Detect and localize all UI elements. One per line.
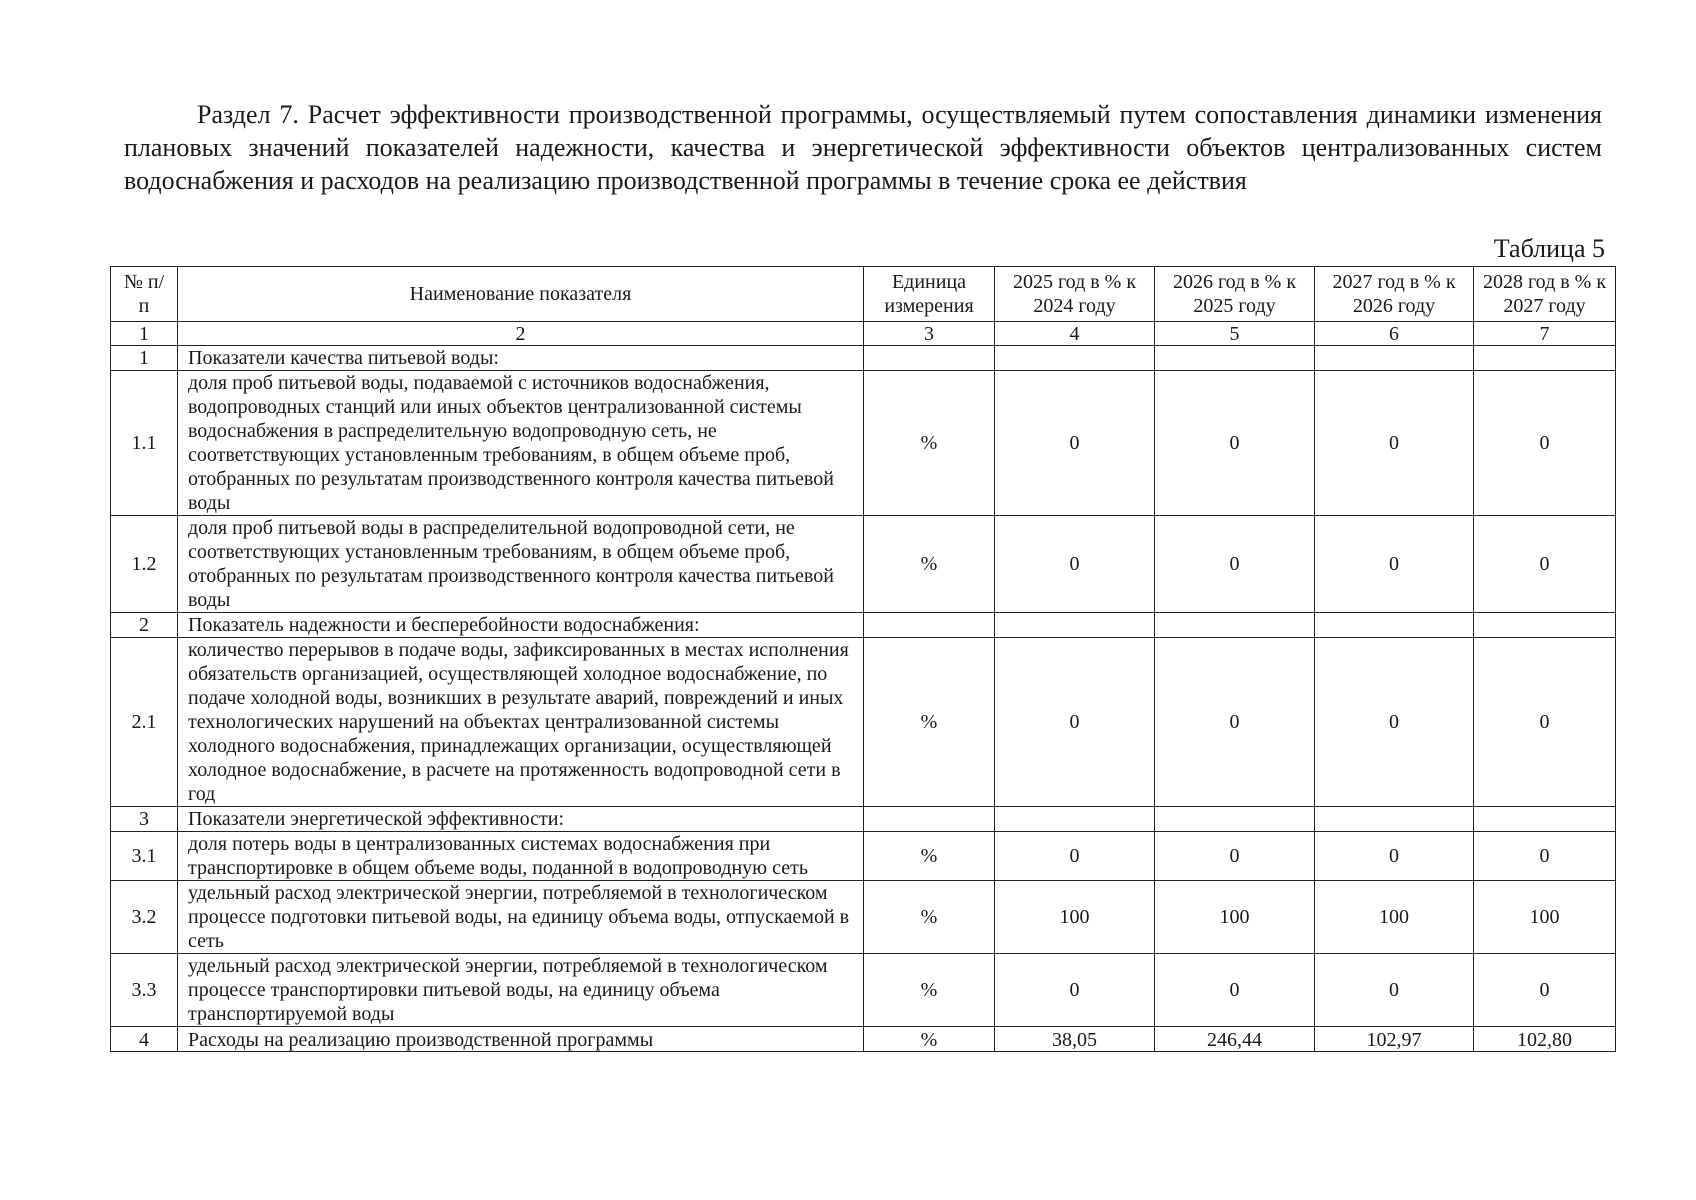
row-name: доля проб питьевой воды, подаваемой с источников водоснабжения, водопроводных станций или иных объектов централизованной системы водоснабжения в распределительную водопроводную сеть, не соответствующих установленным требованиям, в общем объеме проб, отобранных по результатам производственного контроля качества питьевой воды [178, 371, 864, 516]
row-unit: % [864, 954, 995, 1027]
row-num: 3 [111, 807, 178, 832]
row-unit: % [864, 516, 995, 613]
row-value-2026: 0 [1155, 832, 1315, 881]
row-value-2026: 0 [1155, 954, 1315, 1027]
row-value-2026: 0 [1155, 371, 1315, 516]
indicators-table [110, 266, 1616, 1052]
table-row [111, 516, 1616, 613]
column-number: 2 [178, 322, 864, 346]
row-value-2025: 0 [995, 371, 1155, 516]
row-unit [864, 807, 995, 832]
column-number: 7 [1474, 322, 1616, 346]
row-value-2027: 0 [1315, 371, 1474, 516]
row-value-2026: 0 [1155, 516, 1315, 613]
table-row [111, 638, 1616, 807]
row-num: 3.2 [111, 881, 178, 954]
row-name: Показатель надежности и бесперебойности водоснабжения: [178, 613, 864, 638]
header-row [111, 267, 1616, 322]
row-name: Показатели качества питьевой воды: [178, 346, 864, 371]
row-value-2027: 0 [1315, 638, 1474, 807]
row-value-2027: 100 [1315, 881, 1474, 954]
row-value-2028: 0 [1474, 954, 1616, 1027]
row-value-2027 [1315, 613, 1474, 638]
section-heading: Раздел 7. Расчет эффективности производственной программы, осуществляемый путем сопоставления динамики изменения плановых значений показателей надежности, качества и энергетической эффективности объектов централизованных систем водоснабжения и расходов на реализацию производственной программы в течение срока ее действия [124, 100, 1602, 195]
table-row [111, 807, 1616, 832]
row-value-2025: 0 [995, 832, 1155, 881]
row-unit: % [864, 881, 995, 954]
table-row [111, 346, 1616, 371]
table-row [111, 954, 1616, 1027]
column-number: 6 [1315, 322, 1474, 346]
row-value-2027: 102,97 [1315, 1027, 1474, 1052]
column-number: 1 [111, 322, 178, 346]
table-caption: Таблица 5 [1493, 234, 1605, 263]
table-row [111, 832, 1616, 881]
row-value-2026: 100 [1155, 881, 1315, 954]
row-value-2026 [1155, 613, 1315, 638]
row-value-2027 [1315, 807, 1474, 832]
row-num: 4 [111, 1027, 178, 1052]
row-name: Расходы на реализацию производственной программы [178, 1027, 864, 1052]
header-2026: 2026 год в % к 2025 году [1155, 267, 1315, 322]
row-value-2025: 38,05 [995, 1027, 1155, 1052]
row-value-2025 [995, 346, 1155, 371]
header-unit: Единица измерения [864, 267, 995, 322]
row-value-2028 [1474, 807, 1616, 832]
row-value-2026: 0 [1155, 638, 1315, 807]
row-value-2028: 0 [1474, 832, 1616, 881]
row-name: удельный расход электрической энергии, потребляемой в технологическом процессе подготовки питьевой воды, на единицу объема воды, отпускаемой в сеть [178, 881, 864, 954]
row-value-2028 [1474, 346, 1616, 371]
row-value-2025 [995, 613, 1155, 638]
row-name: Показатели энергетической эффективности: [178, 807, 864, 832]
header-2027: 2027 год в % к 2026 году [1315, 267, 1474, 322]
row-value-2025: 0 [995, 638, 1155, 807]
row-unit: % [864, 371, 995, 516]
row-unit [864, 346, 995, 371]
row-name: удельный расход электрической энергии, потребляемой в технологическом процессе транспортировки питьевой воды, на единицу объема транспортируемой воды [178, 954, 864, 1027]
column-number: 5 [1155, 322, 1315, 346]
row-value-2028 [1474, 613, 1616, 638]
row-num: 1 [111, 346, 178, 371]
row-value-2025: 0 [995, 954, 1155, 1027]
row-value-2028: 102,80 [1474, 1027, 1616, 1052]
row-value-2028: 100 [1474, 881, 1616, 954]
row-value-2026 [1155, 807, 1315, 832]
row-value-2026: 246,44 [1155, 1027, 1315, 1052]
header-2025: 2025 год в % к 2024 году [995, 267, 1155, 322]
row-value-2028: 0 [1474, 516, 1616, 613]
row-unit: % [864, 832, 995, 881]
column-number: 4 [995, 322, 1155, 346]
row-value-2025 [995, 807, 1155, 832]
column-number: 3 [864, 322, 995, 346]
row-value-2028: 0 [1474, 638, 1616, 807]
row-value-2025: 100 [995, 881, 1155, 954]
column-numbers-row [111, 322, 1616, 346]
row-value-2025: 0 [995, 516, 1155, 613]
table-row [111, 371, 1616, 516]
row-num: 1.1 [111, 371, 178, 516]
header-name: Наименование показателя [178, 267, 864, 322]
row-value-2027: 0 [1315, 954, 1474, 1027]
row-value-2027: 0 [1315, 832, 1474, 881]
row-unit [864, 613, 995, 638]
row-name: доля потерь воды в централизованных системах водоснабжения при транспортировке в общем объеме воды, поданной в водопроводную сеть [178, 832, 864, 881]
table-row [111, 881, 1616, 954]
row-value-2026 [1155, 346, 1315, 371]
row-unit: % [864, 1027, 995, 1052]
row-name: доля проб питьевой воды в распределительной водопроводной сети, не соответствующих установленным требованиям, в общем объеме проб, отобранных по результатам производственного контроля качества питьевой воды [178, 516, 864, 613]
row-num: 2 [111, 613, 178, 638]
row-value-2028: 0 [1474, 371, 1616, 516]
row-num: 3.3 [111, 954, 178, 1027]
row-value-2027: 0 [1315, 516, 1474, 613]
row-num: 3.1 [111, 832, 178, 881]
row-name: количество перерывов в подаче воды, зафиксированных в местах исполнения обязательств организацией, осуществляющей холодное водоснабжение, по подаче холодной воды, возникших в результате аварий, повреждений и иных технологических нарушений на объектах централизованной системы холодного водоснабжения, принадлежащих организации, осуществляющей холодное водоснабжение, в расчете на протяженность водопроводной сети в год [178, 638, 864, 807]
table-row [111, 613, 1616, 638]
header-num: № п/п [111, 267, 178, 322]
row-num: 1.2 [111, 516, 178, 613]
header-2028: 2028 год в % к 2027 году [1474, 267, 1616, 322]
row-value-2027 [1315, 346, 1474, 371]
row-num: 2.1 [111, 638, 178, 807]
row-unit: % [864, 638, 995, 807]
table-row [111, 1027, 1616, 1052]
